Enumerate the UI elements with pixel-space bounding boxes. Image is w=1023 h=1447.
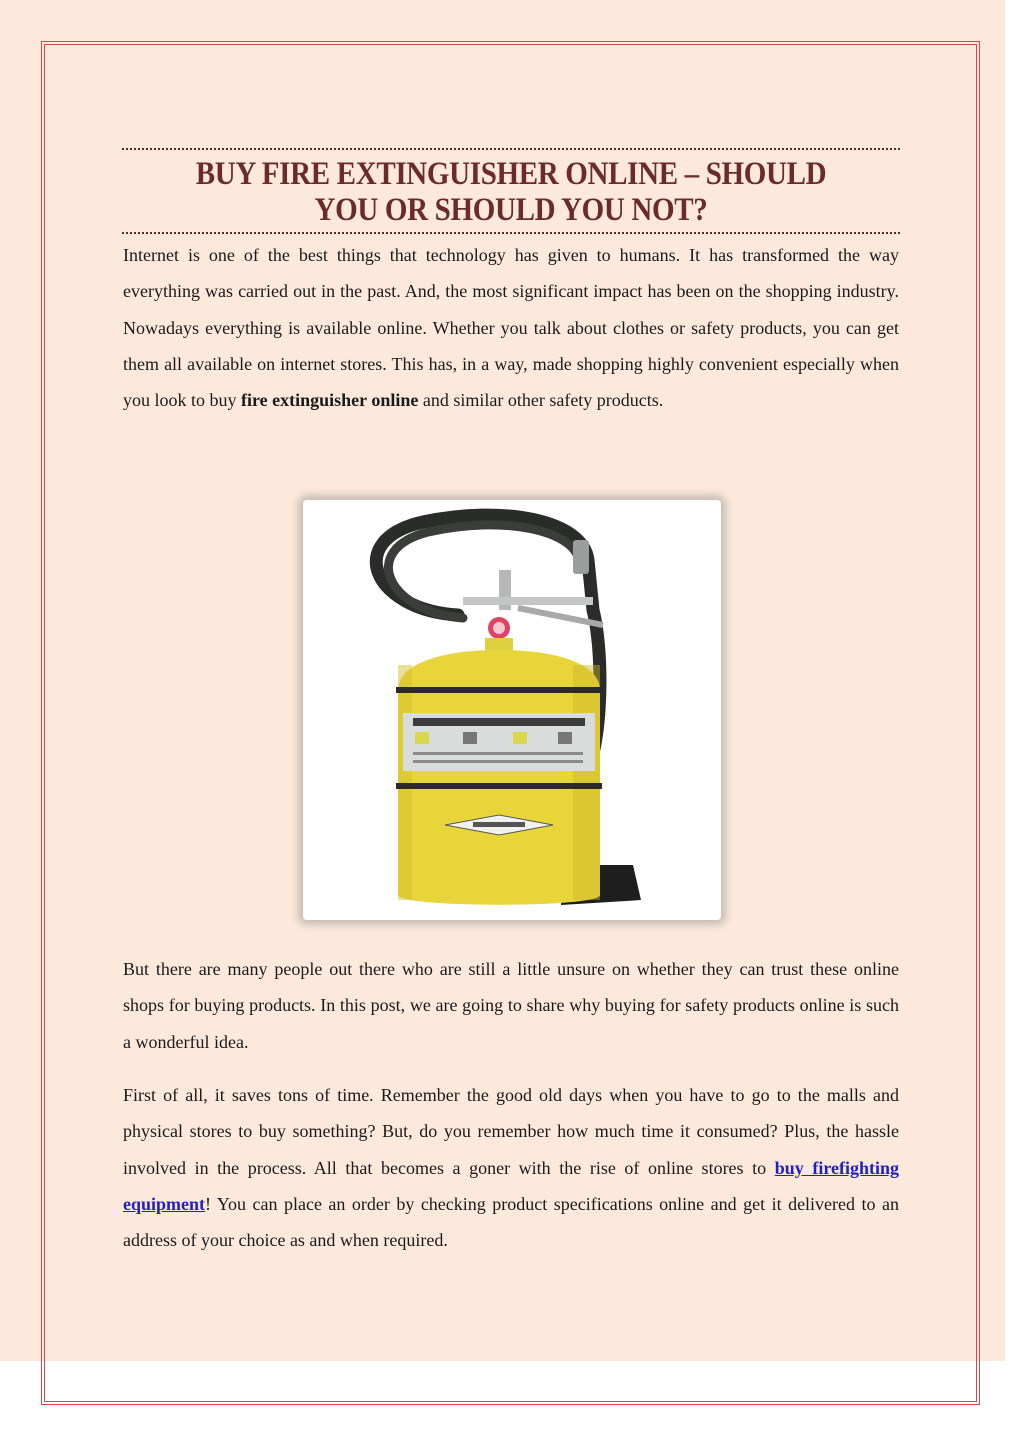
article-header (123, 148, 899, 418)
keyword-bold: fire extinguisher online (241, 390, 419, 411)
paragraph-time-tail: ! You can place an order by checking product specifications online and get it delivered to an address of your choice as and when required. (123, 1193, 899, 1251)
paragraph-time-text: First of all, it saves tons of time. Remember the good old days when you have to go to the malls and physical stores to buy something? But, do you remember how much time it consumed? Plus, the hassle involved in the process. All that becomes a goner with the rise of online stores to (123, 1085, 899, 1178)
buy-firefighting-equipment-link[interactable]: buy firefighting equipment (123, 1157, 900, 1214)
paragraph-trust: But there are many people out there who are still a little unsure on whether they can trust these online shops for buying products. In this post, we are going to share why buying for safety products online is such a wonderful idea. (123, 959, 899, 1052)
fire-extinguisher-image (303, 500, 721, 920)
paragraph-intro-text: Internet is one of the best things that technology has given to humans. It has transformed the way everything was carried out in the past. And, the most significant impact has been on the shopping industry. Nowadays everything is available online. Whether you talk about clothes or safety products, you can get them all available on internet stores. This has, in a way, made shopping highly convenient especially when you look to buy (123, 245, 899, 411)
paragraph-time (123, 1077, 899, 1258)
paragraph-time-wrapper (123, 1077, 899, 1258)
title-rule-top (122, 148, 900, 150)
paragraph-intro-tail: and similar other safety products. (418, 390, 664, 411)
fire-extinguisher-icon (303, 500, 721, 920)
paragraph-trust-wrapper (123, 951, 899, 1060)
paragraph-intro (123, 237, 899, 418)
page-title: BUY FIRE EXTINGUISHER ONLINE – SHOULD YOU OR SHOULD YOU NOT? (195, 156, 827, 228)
title-rule-bottom (122, 232, 900, 234)
